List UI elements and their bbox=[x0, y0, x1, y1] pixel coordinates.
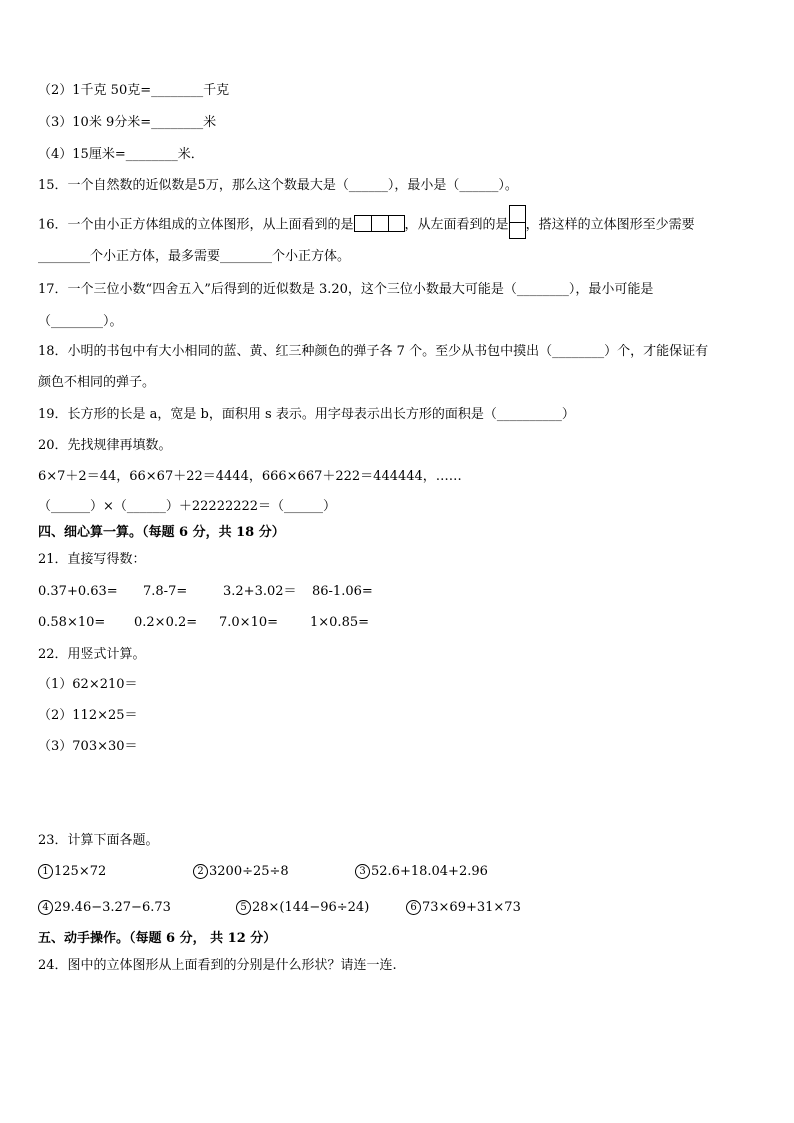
square-shape bbox=[371, 215, 388, 232]
q22-item: （1）62×210＝ bbox=[38, 677, 138, 692]
q21-item: 0.58×10= bbox=[38, 615, 106, 630]
q21-item: 0.2×0.2= bbox=[134, 615, 198, 630]
question-23: 23．计算下面各题。 bbox=[38, 833, 159, 848]
circled-number: 4 bbox=[38, 900, 53, 915]
question-24: 24．图中的立体图形从上面看到的分别是什么形状？请连一连. bbox=[38, 958, 397, 973]
square-shape bbox=[509, 222, 526, 239]
square-shape bbox=[354, 215, 371, 232]
question-16 bbox=[38, 211, 695, 239]
question-21: 21．直接写得数： bbox=[38, 552, 146, 567]
question-15: 15．一个自然数的近似数是5万，那么这个数最大是（______），最小是（______）。 bbox=[38, 178, 518, 193]
q22-item: （2）112×25＝ bbox=[38, 708, 138, 723]
square-shape bbox=[388, 215, 405, 232]
left-view-figure bbox=[509, 205, 526, 239]
q14-part2: （2）1千克 50克=________千克 bbox=[38, 83, 230, 98]
q23-item: 1 125×72 bbox=[38, 862, 106, 882]
section-5-heading: 五、动手操作。（每题 6 分， 共 12 分） bbox=[38, 931, 277, 946]
q21-item: 0.37+0.63= bbox=[38, 584, 118, 599]
q20-fill: （______）×（______）＋22222222＝（______） bbox=[38, 499, 337, 514]
q21-item: 86-1.06= bbox=[312, 584, 373, 599]
circled-number: 5 bbox=[236, 900, 251, 915]
circled-number: 1 bbox=[38, 864, 53, 879]
q21-item: 7.0×10= bbox=[219, 615, 279, 630]
q17-line2: （________）。 bbox=[38, 314, 123, 329]
q23-item: 2 3200÷25÷8 bbox=[193, 862, 289, 882]
q23-item: 5 28×(144−96÷24) bbox=[236, 898, 369, 918]
q16-text-a: 16．一个由小正方体组成的立体图形，从上面看到的是 bbox=[38, 217, 354, 233]
question-18: 18．小明的书包中有大小相同的蓝、黄、红三种颜色的弹子各 7 个。至少从书包中摸出（________）个，才能保证有 bbox=[38, 344, 709, 359]
square-shape bbox=[509, 205, 526, 222]
circled-number: 2 bbox=[193, 864, 208, 879]
q21-item: 7.8-7= bbox=[143, 584, 188, 599]
q14-part3: （3）10米 9分米=________米 bbox=[38, 115, 217, 130]
circled-number: 3 bbox=[355, 864, 370, 879]
question-20: 20．先找规律再填数。 bbox=[38, 438, 172, 453]
circled-number: 6 bbox=[406, 900, 421, 915]
q21-item: 3.2+3.02＝ bbox=[223, 584, 297, 599]
q20-pattern: 6×7＋2＝44，66×67＋22＝4444，666×667＋222＝444444，…… bbox=[38, 469, 462, 484]
q16-text-c: ，搭这样的立体图形至少需要 bbox=[525, 217, 695, 233]
question-17: 17．一个三位小数“四舍五入”后得到的近似数是 3.20，这个三位小数最大可能是（________），最小可能是 bbox=[38, 282, 654, 297]
q16-text-b: ，从左面看到的是 bbox=[404, 217, 509, 233]
section-4-heading: 四、细心算一算。（每题 6 分，共 18 分） bbox=[38, 525, 285, 540]
q21-item: 1×0.85= bbox=[310, 615, 370, 630]
question-19: 19．长方形的长是 a，宽是 b，面积用 s 表示。用字母表示出长方形的面积是（__________） bbox=[38, 407, 575, 422]
top-view-figure bbox=[354, 214, 405, 234]
q16-line2: ________个小正方体，最多需要________个小正方体。 bbox=[38, 249, 351, 264]
q23-item: 4 29.46−3.27−6.73 bbox=[38, 898, 171, 918]
q23-item: 6 73×69+31×73 bbox=[406, 898, 521, 918]
q14-part4: （4）15厘米=________米． bbox=[38, 147, 204, 162]
q22-item: （3）703×30＝ bbox=[38, 739, 138, 754]
question-22: 22．用竖式计算。 bbox=[38, 647, 146, 662]
q18-line2: 颜色不相同的弹子。 bbox=[38, 375, 156, 390]
q23-item: 3 52.6+18.04+2.96 bbox=[355, 862, 488, 882]
